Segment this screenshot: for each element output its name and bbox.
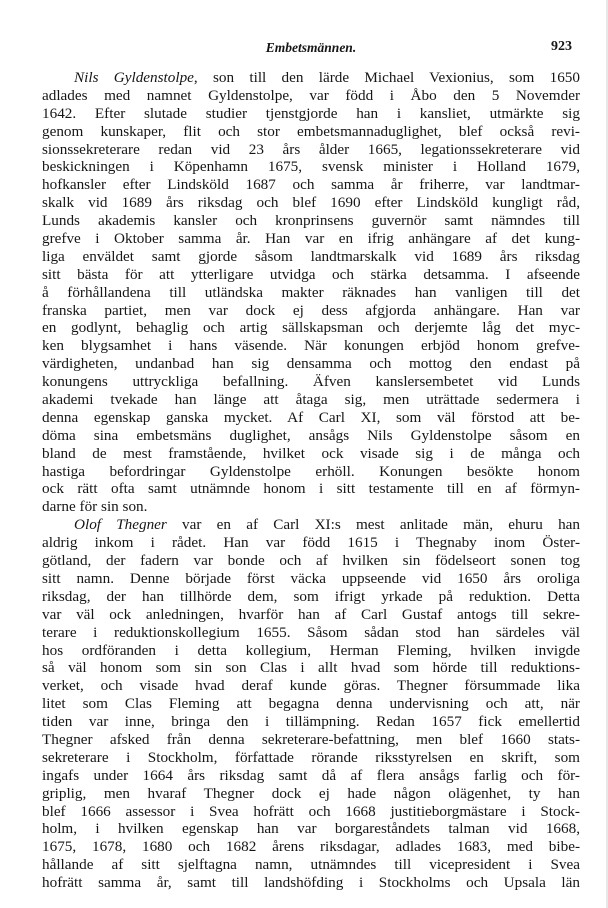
- text-line: [42, 624, 580, 642]
- text-line: [42, 695, 580, 713]
- line-text: Lunds akademis kansler och kronprinsens guvernör samt nämndes till: [42, 212, 580, 230]
- line-text: var väl ock anledningen, hvarför han af Carl Gustaf antogs till sekre-: [42, 605, 580, 623]
- line-text: griplig, men hvaraf Thegner dock ej hade någon olägenhet, ty han: [42, 784, 580, 802]
- text-line: [42, 874, 580, 892]
- text-line: [42, 176, 580, 194]
- text-line: [42, 427, 580, 445]
- text-line: [42, 749, 580, 767]
- text-line: [42, 158, 580, 176]
- text-line: [42, 785, 580, 803]
- text-line: [42, 713, 580, 731]
- page-number: 923: [551, 39, 572, 54]
- line-text: verket, och visade hvad deraf kunde göras. Thegner försummade lika: [42, 677, 580, 695]
- line-text: hofrätt samma år, samt till landshöfding i Stockholms och Upsala län: [42, 874, 580, 892]
- line-text: grefve i Oktober samma år. Han var en ifrig anhängare af det kung-: [42, 230, 580, 248]
- text-line: [42, 355, 580, 373]
- text-line: [42, 642, 580, 660]
- text-line: [42, 480, 580, 498]
- line-text: sitt bästa för att ytterligare utvidga och stärka detsamma. I afseende: [42, 265, 580, 283]
- text-line: [42, 391, 580, 409]
- line-text: hos ordföranden i detta kollegium, Herman Fleming, hvilken invigde: [42, 641, 580, 659]
- line-text: hofkansler efter Lindsköld 1687 och samma år friherre, var landtmar-: [42, 176, 580, 194]
- text-line: [42, 69, 580, 87]
- line-text: var en af Carl XI:s mest anlitade män, ehuru han: [166, 516, 580, 534]
- line-text: beskickningen i Köpenhamn 1675, svensk minister i Holland 1679,: [42, 158, 580, 176]
- text-line: [42, 838, 580, 856]
- running-title: Embetsmännen.: [265, 40, 357, 55]
- text-line: [42, 606, 580, 624]
- text-line: [42, 105, 580, 123]
- text-line: [42, 266, 580, 284]
- text-line: [42, 516, 580, 534]
- text-line: [42, 194, 580, 212]
- line-text: hållande af sitt sjelftagna namn, utnämndes till vicepresident i Svea: [42, 856, 580, 874]
- line-text: 1642. Efter slutade studier tjenstgjorde han i kansliet, utmärkte sig: [42, 104, 580, 122]
- line-text: terare i reduktionskollegium 1655. Såsom sådan stod han särdeles väl: [42, 623, 580, 641]
- line-text: sekreterare i Stockholm, författade rörande riksstyrelsen en skrift, som: [42, 748, 580, 766]
- line-text: hastiga befordringar Gyldenstolpe erhöll. Konungen besökte honom: [42, 462, 580, 480]
- text-line: [42, 87, 580, 105]
- page-header: [42, 38, 580, 58]
- line-text: aldrig inkom i rådet. Han var född 1615 i Thegnaby inom Öster-: [42, 534, 580, 552]
- text-line: [42, 588, 580, 606]
- line-text: blef 1666 assessor i Svea hofrätt och 1668 justitieborgmästare i Stock-: [42, 802, 580, 820]
- text-line: [42, 767, 580, 785]
- line-text: genom kunskaper, flit och stor embetsmannaduglighet, blef också revi-: [42, 122, 580, 140]
- text-line: [42, 803, 580, 821]
- text-line: [42, 409, 580, 427]
- line-text: ock rätt ofta samt utnämnde honom i sitt testamente till en af förmyn-: [42, 480, 580, 498]
- text-line: [42, 677, 580, 695]
- italic-name: Nils Gyldenstolpe: [74, 69, 194, 86]
- text-line: [42, 445, 580, 463]
- text-line: [42, 123, 580, 141]
- line-text: värdigheten, undanbad han sig densamma och mottog den endast på: [42, 355, 580, 373]
- page-body: [42, 69, 580, 892]
- italic-name: Olof Thegner: [74, 516, 167, 534]
- text-line: [42, 570, 580, 588]
- line-text: å förhållandena till utländska makter räknades han vanligen till det: [42, 283, 580, 301]
- text-line: [42, 659, 580, 677]
- text-line: [42, 319, 580, 337]
- line-text: konungens uttryckliga befallning. Äfven kanslersembetet vid Lunds: [42, 373, 580, 391]
- line-text: Thegner afsked från denna sekreterare-befattning, men blef 1660 stats-: [42, 730, 580, 748]
- text-line: [42, 302, 580, 320]
- line-text: litet som Clas Fleming att begagna denna undervisning och att, när: [42, 695, 580, 713]
- text-line: [42, 212, 580, 230]
- line-text: sitt namn. Denne började först väcka uppseende vid 1650 års oroliga: [42, 569, 580, 587]
- paragraph: [42, 516, 580, 892]
- text-line: [42, 337, 580, 355]
- line-text: så väl honom som sin son Clas i allt hvad som hörde till reduktions-: [42, 659, 580, 677]
- text-line: [42, 373, 580, 391]
- text-line: [42, 141, 580, 159]
- text-line: [42, 498, 580, 516]
- text-line: [42, 230, 580, 248]
- line-text: götland, der fadern var bonde och af hvilken sin födelseort sonen tog: [42, 552, 580, 570]
- line-text: adlades med namnet Gyldenstolpe, var född i Åbo den 5 Novemder: [42, 86, 580, 104]
- line-text: en godlynt, behaglig och artig sällskapsman och derjemte låg det myc-: [42, 319, 580, 337]
- text-line: [42, 856, 580, 874]
- line-text: ingafs under 1664 års riksdag samt då af flera ansågs farlig och för-: [42, 766, 580, 784]
- paragraph: [42, 69, 580, 516]
- line-text: riksdag, der han tillhörde dem, som ifrigt yrkade på reduktion. Detta: [42, 587, 580, 605]
- text-line: [42, 731, 580, 749]
- line-text: denna egenskap ganska mycket. Af Carl XI, som väl förstod att be-: [42, 408, 580, 426]
- text-line: [42, 248, 580, 266]
- text-line: [42, 463, 580, 481]
- text-line: [42, 820, 580, 838]
- line-text: holm, i hvilken egenskap han var borgareståndets talman vid 1668,: [42, 820, 580, 838]
- text-line: [42, 534, 580, 552]
- line-text: , son till den lärde Michael Vexionius, som 1650: [193, 69, 580, 86]
- line-text: liga enväldet samt gjorde såsom landtmarskalk vid 1689 års riksdag: [42, 247, 580, 265]
- line-text: döma sina embetsmäns duglighet, ansågs Nils Gyldenstolpe såsom en: [42, 426, 580, 444]
- line-text: skalk vid 1689 års riksdag och blef 1690 efter Lindsköld kungligt råd,: [42, 194, 580, 212]
- line-text: tiden var inne, bringa den i tillämpning. Redan 1657 fick emellertid: [42, 713, 580, 731]
- text-line: [42, 552, 580, 570]
- line-text: akademi tvekade han länge att åtaga sig, men uträttade sedermera i: [42, 391, 580, 409]
- line-text: sionssekreterare redan vid 23 års ålder 1665, legationssekreterare vid: [42, 140, 580, 158]
- line-text: franska partiet, men var dock ej dess afgjorda anhängare. Han var: [42, 301, 580, 319]
- text-line: [42, 284, 580, 302]
- line-text: 1675, 1678, 1680 och 1682 årens riksdagar, adlades 1683, med bibe-: [42, 838, 580, 856]
- line-text: darne för sin son.: [42, 498, 148, 516]
- line-text: ken blygsamhet i hans väsende. När konungen erbjöd honom grefve-: [42, 337, 580, 355]
- line-text: bland de mest framstående, hvilket ock visade sig i de många och: [42, 444, 580, 462]
